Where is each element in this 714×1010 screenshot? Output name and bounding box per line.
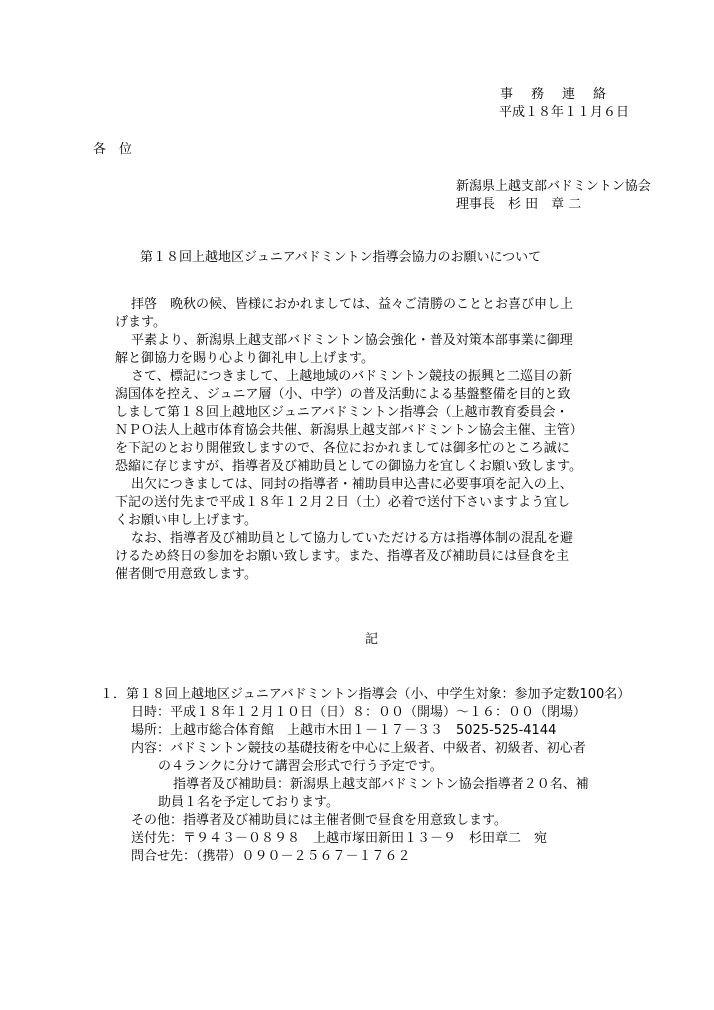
body-line: を下記のとおり開催致しますので、各位におかれましては御多忙のところ誠に	[115, 441, 570, 456]
subject-title: 第１８回上越地区ジュニアバドミントン指導会協力のお願いについて	[140, 250, 542, 265]
body-line: げます。	[115, 315, 166, 330]
detail-content: 内容：バドミントン競技の基礎技術を中心に上級者、中級者、初級者、初心者	[131, 741, 586, 756]
detail-instructors: 指導者及び補助員：新潟県上越支部バドミントン協会指導者２０名、補	[173, 777, 589, 792]
detail-content-cont: の４ランクに分けて講習会形式で行う予定です。	[158, 759, 443, 774]
detail-instructors-cont: 助員１名を予定しております。	[158, 795, 339, 810]
body-line: 出欠につきましては、同封の指導者・補助員申込書に必要事項を記入の上、	[131, 477, 573, 492]
sender-organization: 新潟県上越支部バドミントン協会	[456, 179, 651, 194]
sender-name: 理事長 杉 田 章 二	[456, 197, 582, 212]
body-line: 平素より、新潟県上越支部バドミントン協会強化・普及対策本部事業に御理	[131, 333, 573, 348]
document-date: 平成１８年１１月６日	[499, 105, 630, 120]
detail-event-title: １．第１８回上越地区ジュニアバドミントン指導会（小、中学生対象：参加予定数100名）	[100, 687, 631, 702]
ki-marker: 記	[365, 632, 379, 647]
body-line: くお願い申し上げます。	[115, 513, 257, 528]
detail-send-to: 送付先：〒９４３－０８９８ 上越市塚田新田１３－９ 杉田章二 宛	[131, 831, 548, 846]
body-line: 解と御協力を賜り心より御礼申し上げます。	[115, 351, 374, 366]
body-line: けるため終日の参加をお願い致します。また、指導者及び補助員には昼食を主	[115, 549, 569, 564]
detail-datetime: 日時：平成１８年１２月１０日（日）８：００（開場）～１６：００（閉場）	[131, 705, 587, 720]
body-line: 拝啓 晩秋の候、皆様におかれましては、益々ご清勝のこととお喜び申し上	[131, 297, 574, 312]
body-line: 下記の送付先まで平成１８年１２月２日（土）必着で送付下さいますよう宜し	[115, 495, 571, 510]
detail-location: 場所：上越市総合体育館 上越市木田１－１７－３３ 5025-525-4144	[131, 723, 557, 738]
detail-contact: 問合せ先：（携帯）０９０－２５６７－１７６２	[131, 849, 411, 864]
body-line: なお、指導者及び補助員として協力していただける方は指導体制の混乱を避	[131, 531, 574, 546]
addressee: 各 位	[93, 142, 133, 157]
doc-type: 事務連絡	[500, 87, 625, 102]
body-line: ＮＰＯ法人上越市体育協会共催、新潟県上越支部バドミントン協会主催、主管）	[115, 423, 583, 438]
body-line: 催者側で用意致します。	[115, 567, 257, 582]
body-line: さて、標記につきまして、上越地域のバドミントン競技の振興と二巡目の新	[131, 369, 572, 384]
detail-other: その他：指導者及び補助員には主催者側で昼食を用意致します。	[131, 813, 507, 828]
body-line: 恐縮に存じますが、指導者及び補助員としての御協力を宜しくお願い致します。	[115, 459, 582, 474]
body-line: 潟国体を控え、ジュニア層（小、中学）の普及活動による基盤整備を目的と致	[115, 387, 571, 402]
body-line: しまして第１８回上越地区ジュニアバドミントン指導会（上越市教育委員会・	[115, 405, 569, 420]
